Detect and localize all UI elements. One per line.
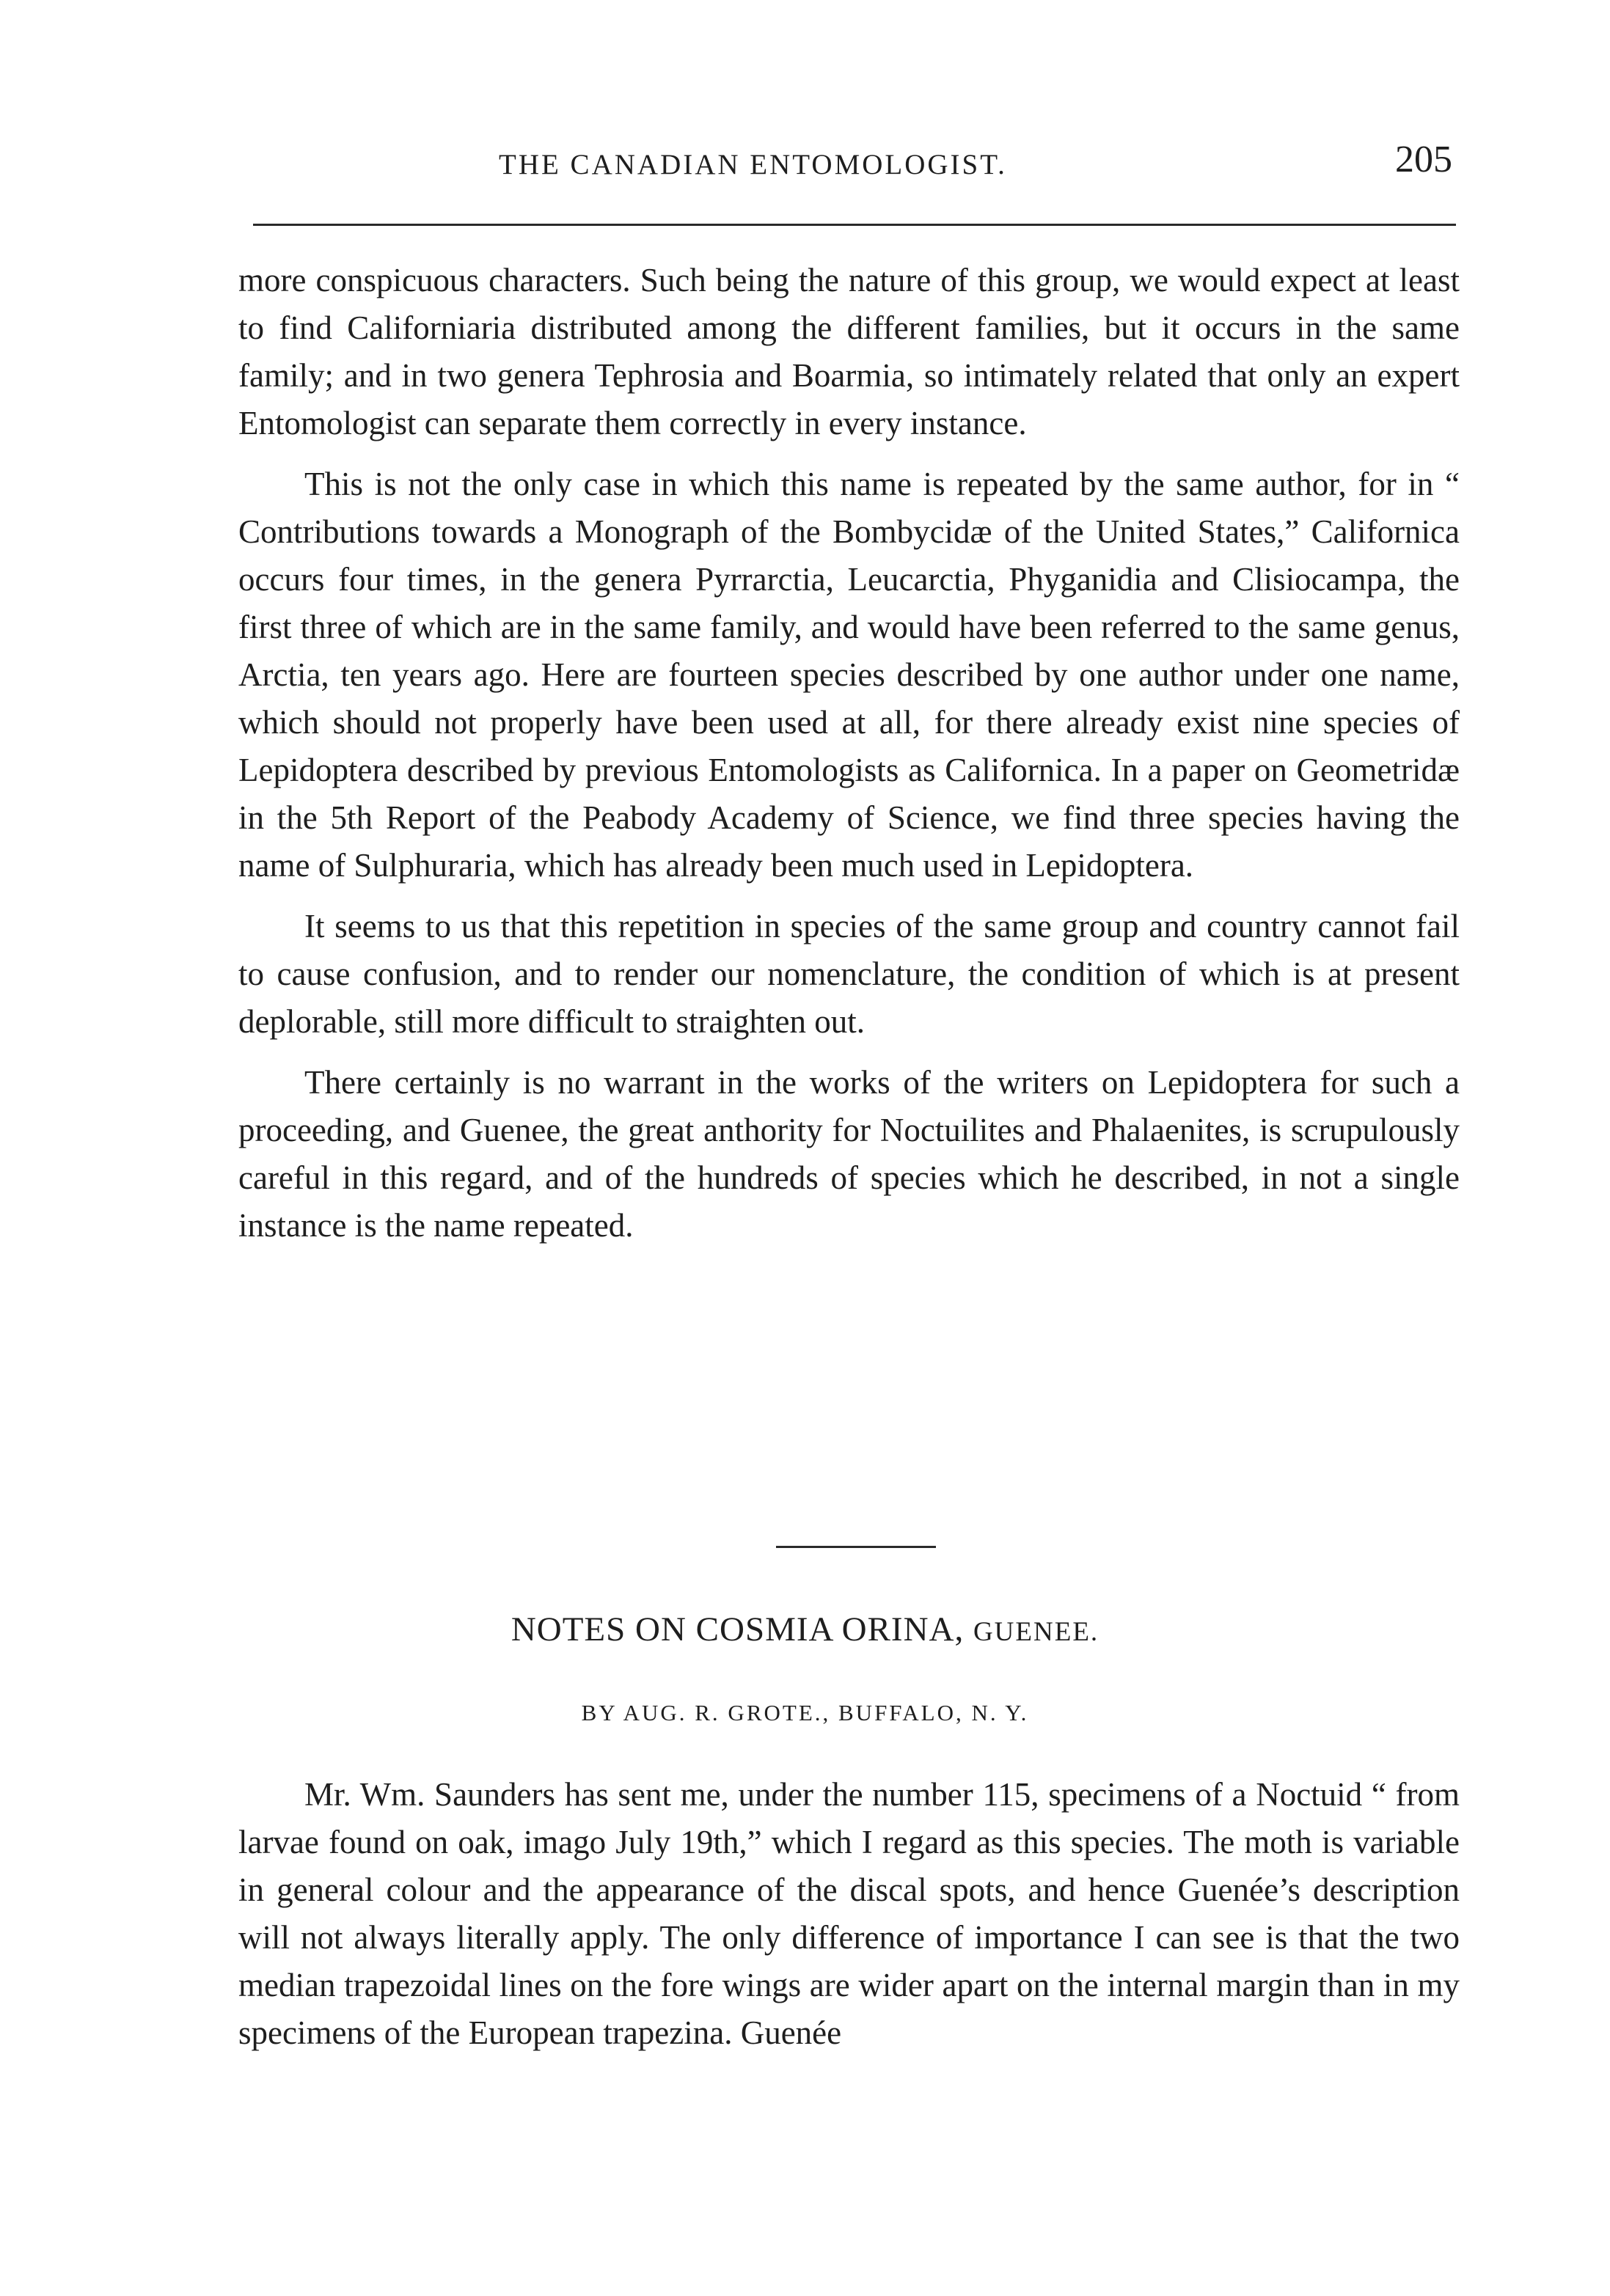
paragraph: Mr. Wm. Saunders has sent me, under the number 115, specimens of a Noctuid “ from larvae found on oak, imago July 19th,” which I regard as this species. The moth is variable in general colour and the appearance of the discal spots, and hence Guenée’s description will not always literally apply. The only difference of importance I can see is that the two median trapezoidal lines on the fore wings are wider apart on the internal margin than in my specimens of the European trapezina. Guenée bbox=[238, 1776, 1460, 2051]
running-title: THE CANADIAN ENTOMOLOGIST. bbox=[499, 149, 1007, 180]
article-byline: BY AUG. R. GROTE., BUFFALO, N. Y. bbox=[581, 1700, 1029, 1725]
paragraph: There certainly is no warrant in the works of the writers on Lepidoptera for such a proceeding, and Guenee, the great anthority for Noctuilites and Phalaenites, is scrupulously careful in this regard, and of the hundreds of species which he described, in not a single instance is the name repeated. bbox=[238, 1064, 1460, 1244]
article-title-author: GUENEE. bbox=[973, 1617, 1099, 1647]
page-number: 205 bbox=[1395, 139, 1452, 180]
article-title-main: NOTES ON COSMIA ORINA, bbox=[511, 1610, 965, 1648]
paragraph: more conspicuous characters. Such being the nature of this group, we would expect at least to find Californiaria distributed among the different families, but it occurs in the same family; and in two genera Tephrosia and Boarmia, so intimately related that only an expert Entomologist can separate them correctly in every instance. bbox=[238, 262, 1460, 441]
page-header bbox=[242, 138, 1452, 189]
section-divider bbox=[776, 1546, 936, 1548]
paragraph: This is not the only case in which this name is repeated by the same author, for in “ Contributions towards a Monograph of the Bombycidæ of the United States,” Californica occurs four times, in the genera Pyrrarctia, Leucarctia, Phyganidia and Clisiocampa, the first three of which are in the same family, and would have been referred to the same genus, Arctia, ten years ago. Here are fourteen species described by one author under one name, which should not properly have been used at all, for there already exist nine species of Lepidoptera described by previous Entomologists as Californica. In a paper on Geometridæ in the 5th Report of the Peabody Academy of Science, we find three species having the name of Sulphuraria, which has already been much used in Lepidoptera. bbox=[238, 466, 1460, 884]
body-text-bottom bbox=[238, 1771, 1460, 2057]
body-text-top bbox=[238, 257, 1460, 1250]
header-rule bbox=[253, 224, 1456, 226]
article-title bbox=[0, 1610, 1610, 1649]
paragraph: It seems to us that this repetition in species of the same group and country cannot fail to cause confusion, and to render our nomenclature, the condition of which is at present deplorable, still more difficult to straighten out. bbox=[238, 908, 1460, 1040]
